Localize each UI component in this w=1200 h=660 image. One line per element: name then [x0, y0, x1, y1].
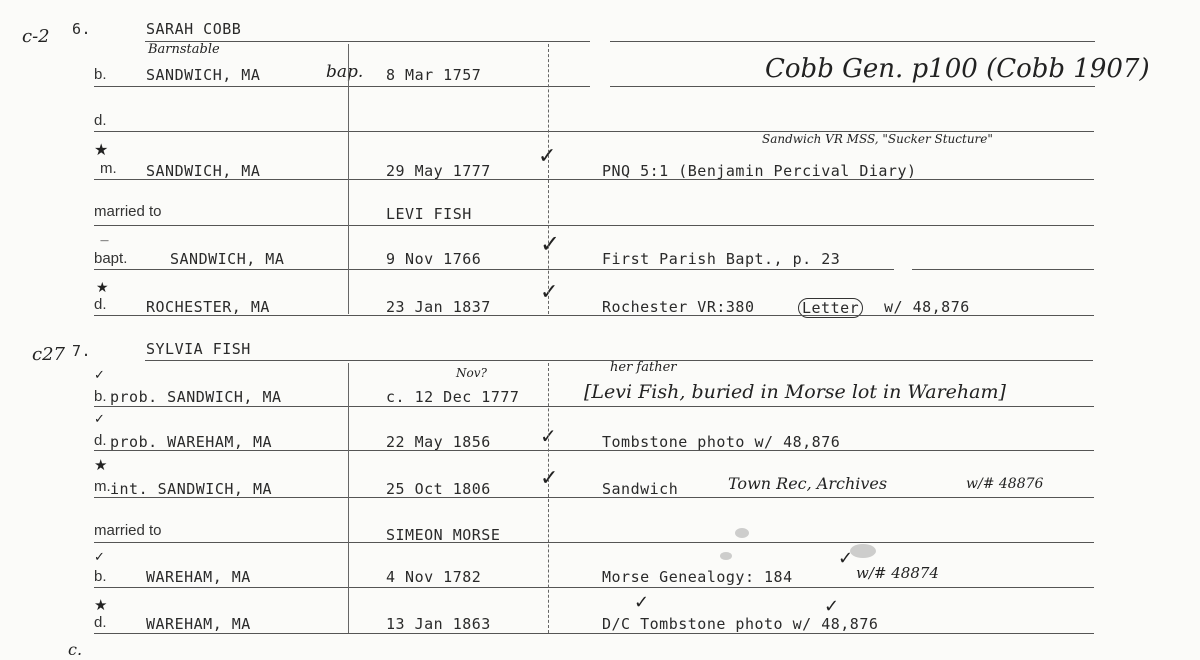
entry-6-name: SARAH COBB	[146, 20, 242, 38]
rule	[610, 86, 1095, 87]
entry-6-spouse-death-source-tail: w/ 48,876	[884, 298, 970, 316]
marriage-label: m.	[94, 478, 111, 495]
rule	[94, 315, 1094, 316]
checkmark-icon: ✓	[540, 424, 557, 448]
entry-7-name: SYLVIA FISH	[146, 340, 251, 358]
entry-7-death-place: prob. WAREHAM, MA	[110, 433, 273, 451]
entry-6-spouse-death-date: 23 Jan 1837	[386, 298, 491, 316]
ink-smudge	[735, 528, 749, 538]
column-divider	[348, 363, 349, 633]
checkmark-icon: ✓	[540, 466, 559, 491]
entry-7-spouse-death-source: D/C Tombstone photo w/ 48,876	[602, 615, 879, 633]
birth-date-annotation: Nov?	[456, 366, 487, 380]
entry-7-spouse-birth-source: Morse Genealogy: 184	[602, 568, 793, 586]
rule	[94, 86, 590, 87]
checkmark-icon: ✓	[538, 144, 557, 169]
entry-6-spouse-bapt-date: 9 Nov 1766	[386, 250, 482, 268]
rule	[94, 406, 1094, 407]
entry-6-spouse-death-place: ROCHESTER, MA	[146, 298, 270, 316]
entry-7-marriage-place: int. SANDWICH, MA	[110, 480, 273, 498]
circled-letter-note: Letter	[798, 298, 863, 318]
death-label: d.	[94, 614, 107, 631]
checkmark-icon: ✓	[634, 592, 650, 613]
rule	[912, 269, 1094, 270]
entry-number-6: 6.	[72, 20, 92, 38]
checkmark-icon: ✓	[540, 230, 561, 258]
birth-place-annotation: Barnstable	[148, 42, 220, 57]
margin-code-7: c27	[32, 344, 65, 365]
checkmark-icon: ✓	[838, 548, 854, 569]
checkmark-icon: ✓	[94, 550, 105, 565]
birth-label: b.	[94, 66, 107, 83]
entry-6-marriage-place: SANDWICH, MA	[146, 162, 261, 180]
entry-6-birth-place: SANDWICH, MA	[146, 66, 261, 84]
rule	[94, 225, 1094, 226]
entry-7-birth-source: [Levi Fish, buried in Morse lot in Wareham]	[584, 381, 1006, 403]
rule	[94, 587, 1094, 588]
married-to-label: married to	[94, 522, 162, 539]
star-icon: ★	[94, 140, 109, 159]
rule	[94, 450, 1094, 451]
entry-7-spouse-birth-source-tail: w/# 48874	[856, 564, 939, 582]
entry-7-death-date: 22 May 1856	[386, 433, 491, 451]
birth-source-annotation: her father	[610, 360, 677, 375]
entry-7-spouse-name: SIMEON MORSE	[386, 526, 501, 544]
entry-7-spouse-birth-date: 4 Nov 1782	[386, 568, 482, 586]
entry-7-marriage-date: 25 Oct 1806	[386, 480, 491, 498]
ink-smudge	[720, 552, 732, 560]
rule	[94, 497, 1094, 498]
rule	[94, 269, 894, 270]
column-divider-dashed	[548, 44, 549, 314]
entry-7-marriage-source: Sandwich	[602, 480, 679, 498]
marriage-source-annotation: Sandwich VR MSS, "Sucker Stucture"	[762, 132, 993, 146]
star-icon: ★	[94, 596, 108, 614]
margin-code-6: c-2	[22, 26, 50, 47]
entry-6-spouse-bapt-place: SANDWICH, MA	[170, 250, 285, 268]
ink-smudge	[850, 544, 876, 558]
entry-6-marriage-source: PNQ 5:1 (Benjamin Percival Diary)	[602, 162, 917, 180]
married-to-label: married to	[94, 203, 162, 220]
entry-7-spouse-death-date: 13 Jan 1863	[386, 615, 491, 633]
birth-label: b.	[94, 388, 107, 405]
marriage-label: m.	[100, 160, 117, 177]
entry-7-spouse-birth-place: WAREHAM, MA	[146, 568, 251, 586]
entry-6-marriage-date: 29 May 1777	[386, 162, 491, 180]
rule	[94, 542, 1094, 543]
column-divider-dashed	[548, 363, 549, 633]
bapt-label: bapt.	[94, 250, 128, 267]
column-divider	[348, 44, 349, 314]
entry-7-death-source: Tombstone photo w/ 48,876	[602, 433, 841, 451]
entry-6-birth-date: 8 Mar 1757	[386, 66, 482, 84]
death-label: d.	[94, 296, 107, 313]
entry-6-birth-source: Cobb Gen. p100 (Cobb 1907)	[765, 54, 1150, 84]
checkmark-icon: ✓	[540, 280, 559, 305]
birth-label: b.	[94, 568, 107, 585]
checkmark-icon: ✓	[94, 412, 105, 427]
entry-6-spouse-death-source: Rochester VR:380	[602, 298, 755, 316]
star-icon: ★	[94, 456, 108, 474]
checkmark-icon: ✓	[94, 368, 105, 383]
checkmark-icon: ✓	[824, 596, 840, 617]
entry-7-marriage-source-tail: w/# 48876	[966, 476, 1044, 492]
footer-mark: c.	[68, 640, 83, 659]
tick-mark: —	[100, 236, 109, 246]
bap-annotation: bap.	[326, 62, 364, 82]
entry-7-spouse-death-place: WAREHAM, MA	[146, 615, 251, 633]
entry-7-birth-place: prob. SANDWICH, MA	[110, 388, 282, 406]
rule	[94, 633, 1094, 634]
entry-6-spouse-name: LEVI FISH	[386, 205, 472, 223]
rule	[610, 41, 1095, 42]
entry-number-7: 7.	[72, 342, 92, 360]
entry-7-marriage-source-note: Town Rec, Archives	[728, 474, 888, 493]
death-label: d.	[94, 432, 107, 449]
entry-6-spouse-bapt-source: First Parish Bapt., p. 23	[602, 250, 841, 268]
star-icon: ★	[96, 280, 109, 296]
entry-7-birth-date: c. 12 Dec 1777	[386, 388, 520, 406]
rule	[94, 179, 1094, 180]
death-label: d.	[94, 112, 107, 129]
